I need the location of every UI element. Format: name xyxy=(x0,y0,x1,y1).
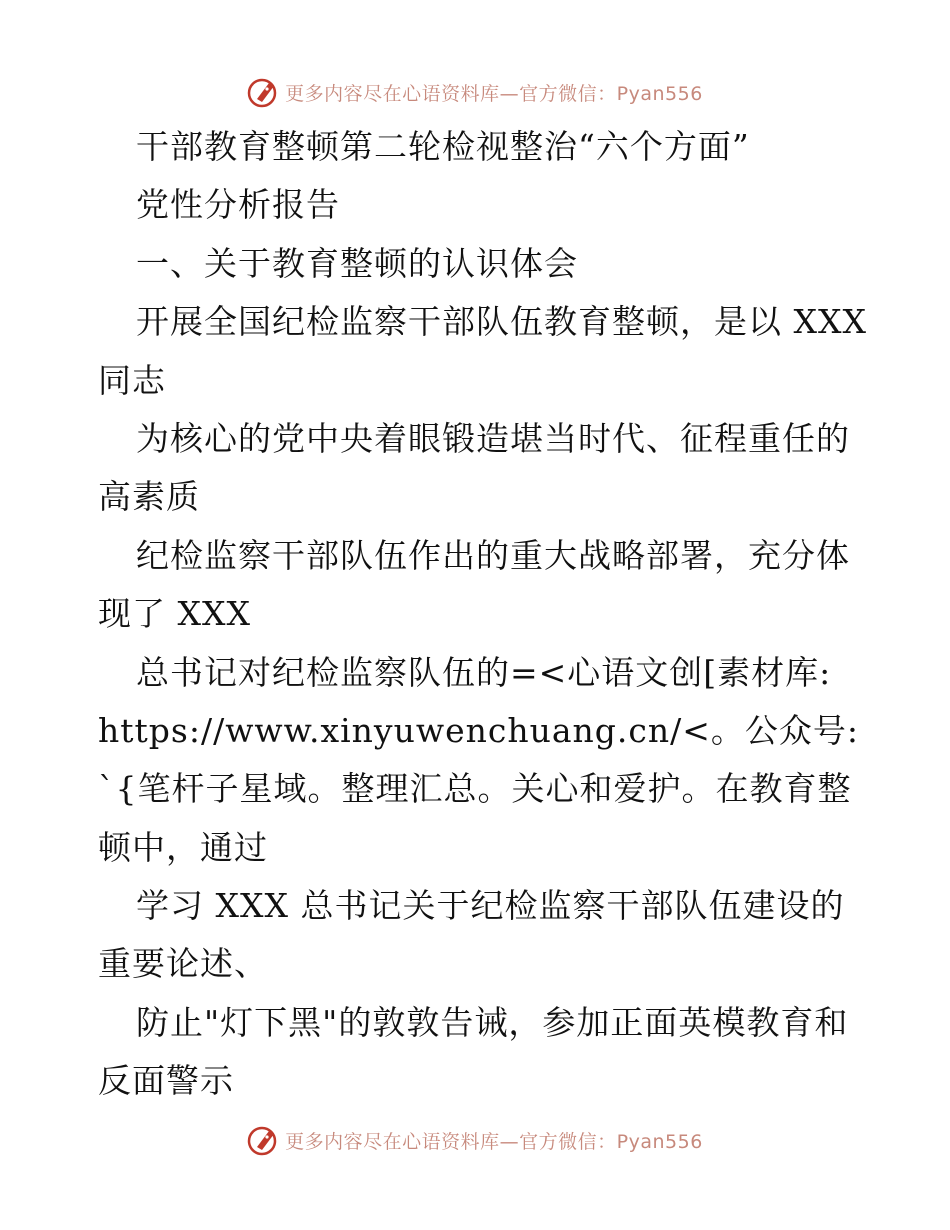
document-line: 总书记对纪检监察队伍的=<心语文创[素材库: xyxy=(136,652,832,692)
footer-watermark-text: 更多内容尽在心语资料库—官方微信：Pyan556 xyxy=(285,1130,703,1153)
pen-nib-logo-icon xyxy=(247,1123,281,1157)
document-line: 反面警示 xyxy=(98,1061,234,1101)
document-line: 干部教育整顿第二轮检视整治“六个方面” xyxy=(136,127,750,166)
document-line: https://www.xinyuwenchuang.cn/<。公众号: xyxy=(98,710,860,750)
document-line: 为核心的党中央着眼锻造堪当时代、征程重任的 xyxy=(136,418,850,458)
document-line: 同志 xyxy=(98,360,166,400)
document-line: 顿中，通过 xyxy=(98,827,268,867)
document-line: 重要论述、 xyxy=(98,944,268,984)
header-watermark-banner xyxy=(0,72,950,112)
header-watermark-text: 更多内容尽在心语资料库—官方微信：Pyan556 xyxy=(285,82,703,105)
document-line: 开展全国纪检监察干部队伍教育整顿，是以 XXX xyxy=(136,302,867,342)
footer-watermark-banner xyxy=(0,1120,950,1160)
document-line: 党性分析报告 xyxy=(136,185,340,225)
document-line: 学习 XXX 总书记关于纪检监察干部队伍建设的 xyxy=(136,886,845,926)
document-line: `{笔杆子星域。整理汇总。关心和爱护。在教育整 xyxy=(98,769,852,809)
document-line: 一、关于教育整顿的认识体会 xyxy=(136,243,578,283)
document-line: 防止"灯下黑"的敦敦告诫，参加正面英模教育和 xyxy=(136,1002,849,1042)
pen-nib-logo-icon xyxy=(247,75,281,109)
document-body xyxy=(98,118,867,1111)
document-line: 纪检监察干部队伍作出的重大战略部署，充分体 xyxy=(136,535,850,575)
document-line: 现了 XXX xyxy=(98,594,251,634)
document-line: 高素质 xyxy=(98,477,200,517)
